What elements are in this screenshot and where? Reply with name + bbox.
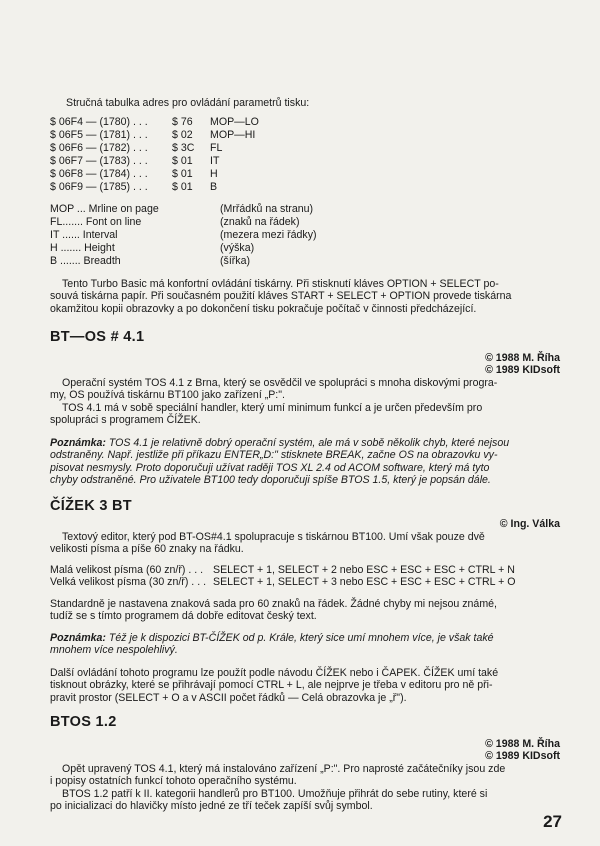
name-cell: FL [210,142,223,154]
paragraph-line: tisknout obrázky, které se přihrávají pomocí CTRL + L, ale nejprve je třeba v editoru pro ně při- [50,679,493,692]
abbreviation-meaning: (šířka) [220,255,251,267]
note-line: chyby odstraněné. Pro uživatele BT100 tedy doporučuji spíše BTOS 1.5, který je popsán dále. [50,474,491,487]
value-cell: $ 3C [172,142,195,154]
note-line: TOS 4.1 je relativně dobrý operační systém, ale má v sobě několik chyb, které nejsou [108,437,510,449]
list-item [50,564,560,576]
name-cell: B [210,181,218,193]
bt-os-paragraph-1 [50,377,566,427]
section-heading-bt-os: BT—OS # 4.1 [50,329,145,345]
abbreviation-meaning: (mezera mezi řádky) [220,229,317,241]
paragraph-line: tudíž se s tímto programem dá dobře editovat český text. [50,610,317,623]
note-line: pisovat nesmysly. Proto doporučuji užívat raději TOS XL 2.4 od ACOM software, který má tyto [50,461,490,474]
mode-label: Malá velikost písma (60 zn/ř) . . . [50,564,204,576]
address-cell: $ 06F7 — (1783) . . . [50,155,148,167]
paragraph-line: i popisy ostatních funkcí tohoto operačního systému. [50,775,297,788]
value-cell: $ 01 [172,155,193,167]
note-line: mnohem více nespolehlivý. [50,644,178,657]
value-cell: $ 01 [172,168,193,180]
cizek-paragraph-3 [50,667,566,704]
address-cell: $ 06F4 — (1780) . . . [50,116,148,128]
list-item [50,576,560,588]
mode-keys: SELECT + 1, SELECT + 3 nebo ESC + ESC + ESC + CTRL + O [213,576,516,588]
cizek-credit: © Ing. Válka [499,518,560,530]
paragraph-line: velikosti písma a píše 60 znaky na řádku. [50,543,244,556]
paragraph-line: Tento Turbo Basic má konfortní ovládání tiskárny. Při stisknutí kláves OPTION + SELECT po- [62,278,499,290]
abbreviation: MOP ... Mrline on page [50,203,159,215]
paragraph-line: TOS 4.1 má v sobě speciální handler, který umí minimum funkcí a je určen především pro [62,401,483,414]
paragraph-line: Standardně je nastavena znaková sada pro 60 znaků na řádek. Žádné chyby mi nejsou známé, [50,598,497,610]
cizek-note [50,632,566,657]
abbreviation-meaning: (výška) [220,242,255,254]
note-line: Též je k dispozici BT-ČÍŽEK od p. Krále, který sice umí mnohem více, je však také [108,632,494,644]
name-cell: MOP—HI [210,129,256,141]
name-cell: IT [210,155,220,167]
value-cell: $ 02 [172,129,193,141]
paragraph-line: BTOS 1.2 patří k II. kategorii handlerů pro BT100. Umožňuje přihrát do sebe rutiny, které si [62,787,488,800]
name-cell: H [210,168,218,180]
abbreviation: FL....... Font on line [50,216,142,228]
mode-label: Velká velikost písma (30 zn/ř) . . . [50,576,207,588]
paragraph-line: okamžitou kopii obrazovky a po dokončení tisku pokračuje počítač v činnosti předcházející. [50,302,477,315]
cizek-paragraph-2 [50,598,566,623]
paragraph-line: Opět upravený TOS 4.1, který má instalováno zařízení „P:". Pro naprosté začátečníky jsou zde [62,763,506,775]
paragraph-line: souvá tiskárna papír. Při současném použití kláves START + SELECT + OPTION provede tiskárna [50,290,512,303]
note-label: Poznámka: [50,437,106,449]
address-cell: $ 06F5 — (1781) . . . [50,129,148,141]
table-intro: Stručná tabulka adres pro ovládání parametrů tisku: [66,97,310,109]
paragraph-line: Textový editor, který pod BT-OS#4.1 spolupracuje s tiskárnou BT100. Umí však pouze dvě [62,531,485,543]
copyright-line: © 1988 M. Říha [485,738,560,750]
abbreviation: H ....... Height [50,242,115,254]
mode-keys: SELECT + 1, SELECT + 2 nebo ESC + ESC + ESC + CTRL + N [213,564,515,576]
paragraph-line: Další ovládání tohoto programu lze použít podle návodu ČÍŽEK nebo i ČAPEK. ČÍŽEK umí také [50,667,499,679]
address-cell: $ 06F6 — (1782) . . . [50,142,148,154]
paragraph-line: spolupráci s programem ČÍŽEK. [50,414,201,427]
section-heading-btos: BTOS 1.2 [50,714,117,730]
address-cell: $ 06F9 — (1785) . . . [50,181,148,193]
turbo-paragraph [50,278,566,315]
value-cell: $ 76 [172,116,193,128]
address-cell: $ 06F8 — (1784) . . . [50,168,148,180]
note-line: odstraněny. Např. jestliže při příkazu ENTER„D:" stisknete BREAK, začne OS na obrazovku vy- [50,449,498,462]
cizek-paragraph-1 [50,531,566,556]
paragraph-line: Operační systém TOS 4.1 z Brna, který se osvědčil ve spolupráci s mnoha diskovými progra- [62,377,498,389]
paragraph-line: pravit prostor (SELECT + O a v ASCII počet řádků — Celá obrazovka je „ř"). [50,691,407,704]
btos-credits [485,738,560,762]
name-cell: MOP—LO [210,116,259,128]
abbreviation: B ....... Breadth [50,255,121,267]
paragraph-line: po inicializaci do hlavičky místo jedné ze tří teček zapíší svůj symbol. [50,800,373,813]
page-number: 27 [543,812,562,831]
abbreviation: IT ...... Interval [50,229,118,241]
abbreviation-meaning: (Mrřádků na stranu) [220,203,314,215]
bt-os-credits [485,352,560,376]
copyright-line: © 1988 M. Říha [485,352,560,364]
copyright-line: © 1989 KIDsoft [485,750,560,762]
paragraph-line: my, OS používá tiskárnu BT100 jako zařízení „P:". [50,389,285,402]
abbreviation-meaning: (znaků na řádek) [220,216,300,228]
btos-paragraph [50,763,566,813]
value-cell: $ 01 [172,181,193,193]
bt-os-note [50,437,566,487]
section-heading-cizek: ČÍŽEK 3 BT [50,498,132,514]
copyright-line: © 1989 KIDsoft [485,364,560,376]
note-label: Poznámka: [50,632,106,644]
